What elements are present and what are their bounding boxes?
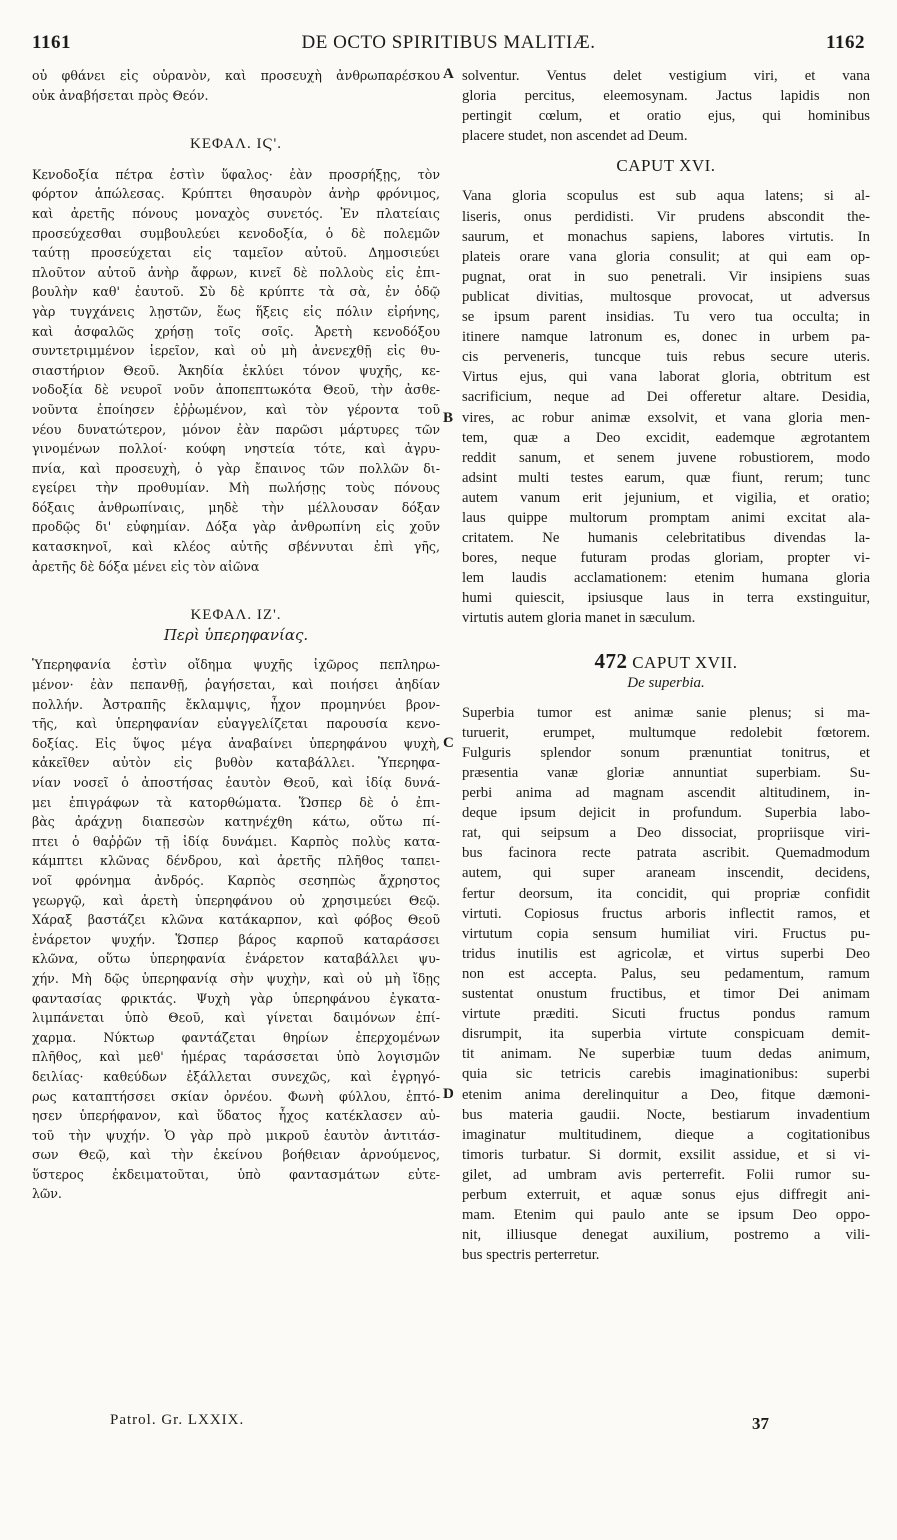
text-line: πνία, καὶ προσευχὴ, ὁ γὰρ ἔπαινος τῶν πολλῶν δι- bbox=[32, 460, 440, 476]
page-number-left: 1161 bbox=[32, 32, 71, 53]
text-line: non est accepta. Palus, seu pedamentum, ramum bbox=[462, 965, 870, 982]
text-line: bus facinora recte patrata ascribit. Quemadmodum bbox=[462, 845, 870, 862]
text-line: Ὑπερηφανία ἐστὶν οἴδημα ψυχῆς ἰχῶρος πεπληρω- bbox=[32, 657, 440, 673]
latin-column bbox=[462, 66, 870, 1520]
text-line: placere studet, non ascendet ad Deum. bbox=[462, 128, 688, 145]
margin-letter-c: C bbox=[443, 735, 454, 751]
latin-chapter-17-heading-row bbox=[462, 648, 870, 673]
text-line: tit animam. Ne superbiæ tuum dedas animum, bbox=[462, 1046, 870, 1063]
text-line: βὰς ἀράχνῃ διαπεσὼν κατηνέχθη κάτω, οὕτω πί- bbox=[32, 814, 440, 830]
running-title: DE OCTO SPIRITIBUS MALITIÆ. bbox=[301, 32, 596, 53]
text-line: πτει ὁ θαῤῥῶν τῇ ἰδίᾳ δυνάμει. Καρπὸς πολὺς κατα- bbox=[32, 833, 440, 849]
latin-top-text bbox=[462, 66, 870, 146]
text-line: Virtus ejus, qui vana laborat gloria, obtritum est bbox=[462, 369, 870, 386]
text-line: perbi anima ad magnam ascendit altitudinem, in- bbox=[462, 785, 870, 802]
latin-chapter-16-heading: CAPUT XVI. bbox=[616, 156, 716, 176]
text-line: δόξαις ἀνθρωπίναις, μηδὲ τὴν μέλλουσαν δόξαν bbox=[32, 499, 440, 515]
text-line: πλοῦτον αὐτοῦ ἀνὴρ ἄφρων, κινεῖ δὲ πολλοὺς εἰς ἐπι- bbox=[32, 264, 440, 280]
text-line: sacrificium, neque ad Dei offeretur altare. Desidia, bbox=[462, 389, 870, 406]
text-line: οὐ φθάνει εἰς οὐρανὸν, καὶ προσευχὴ ἀνθρωπαρέσκου bbox=[32, 68, 440, 83]
text-line: γεωργῷ, καὶ ἀρετὴ ὑπερηφάνου οὐ χρησιμεύει Θεῷ. bbox=[32, 892, 440, 908]
column-number: 472 bbox=[594, 648, 628, 673]
text-line: πολλήν. Ἀστραπῆς ἔκλαμψις, ἦχον προμηνύει βρον- bbox=[32, 696, 440, 712]
text-line: etenim anima derelinquitur a Deo, fitque dæmoni- bbox=[462, 1086, 870, 1103]
text-line: virtutis autem gloria manet in sæculum. bbox=[462, 610, 696, 627]
page-number-right: 1162 bbox=[826, 32, 865, 53]
text-line: λιμπάνεται ὑπὸ Θεοῦ, καὶ γίνεται δαιμόνων ἐπί- bbox=[32, 1010, 440, 1026]
text-line: νοῦντα ἐποίησεν ἐῤῥωμένον, καὶ τὸν γέροντα τοῦ bbox=[32, 401, 440, 417]
text-line: μει ἐπιγράφων τὰ κατορθώματα. Ὥσπερ δὲ ὁ ἐπι- bbox=[32, 794, 440, 810]
margin-letter-a: A bbox=[443, 66, 454, 82]
greek-chapter-17-subtitle: Περὶ ὑπερηφανίας. bbox=[163, 625, 309, 644]
text-line: virtuti. Copiosus fructus arboris inflectit ramos, et bbox=[462, 905, 870, 922]
margin-letter-b: B bbox=[443, 410, 454, 426]
latin-chapter-17-subtitle: De superbia. bbox=[627, 674, 705, 691]
text-line: εγείρει τὴν προθυμίαν. Μὴ πωλήσῃς τοὺς πόνους bbox=[32, 480, 440, 496]
text-line: publicat divitias, multosque provocat, ut adversus bbox=[462, 288, 870, 305]
text-line: Superbia tumor est animæ sanie plenus; si ma- bbox=[462, 704, 870, 721]
text-line: φόρτον ἀπώλεσας. Κρύπτει θησαυρὸν ἀνὴρ φρόνιμος, bbox=[32, 186, 440, 202]
text-line: disrumpit, ita superbia virtute conspicuam demit- bbox=[462, 1026, 870, 1043]
text-line: καὶ ἀσφαλῶς χρήσῃ τοῖς σοῖς. Ἀρετὴ κενοδόξου bbox=[32, 323, 440, 339]
greek-chapter-17-text bbox=[32, 655, 440, 1204]
text-line: quia sic tetricis carebis imaginationibus: superbi bbox=[462, 1066, 870, 1083]
text-line: ὕστερος ἐκδειματοῦται, ὑπὸ φαντασμάτων εὐτε- bbox=[32, 1166, 440, 1182]
text-line: νοῖ φρόνημα ἀνδρός. Καρπὸς σεσηπὼς ἄχρηστος bbox=[32, 872, 440, 888]
text-line: liseris, onus perdidisti. Vir prudens abscondit the- bbox=[462, 208, 870, 225]
text-line: ρως καταπτήσσει σκίαν ὀρνέου. Φωνὴ φύλλου, ἐπτό- bbox=[32, 1088, 440, 1104]
text-line: autem, qui super araneam inscendit, decidens, bbox=[462, 865, 870, 882]
text-line: σιαστήριον Θεοῦ. Ἀκηδία ἐκλύει τόνον ψυχῆς, κε- bbox=[32, 362, 440, 378]
text-line: turuerit, erumpet, multumque redolebit fœtorem. bbox=[462, 724, 870, 741]
text-line: bus spectris perterretur. bbox=[462, 1247, 600, 1264]
text-line: pertingit cœlum, et oratio ejus, qui hominibus bbox=[462, 108, 870, 125]
text-line: μένον· ἐὰν πεπανθῇ, ῥαγήσεται, καὶ ποιήσει ἀηδίαν bbox=[32, 677, 440, 693]
text-line: ἐνάρετον ψυχήν. Ὥσπερ βάρος καρποῦ καταράσσει bbox=[32, 931, 440, 947]
text-line: se ipsum parent insidias. Tu vero tua occulta; in bbox=[462, 309, 870, 326]
text-line: plateis orare vana gloria consulit; at qui eam op- bbox=[462, 248, 870, 265]
text-line: κατασκηνοῖ, καὶ κλέος αὐτῆς σβέννυται ἐπὶ γῆς, bbox=[32, 539, 440, 555]
text-line: Vana gloria scopulus est sub aqua latens; si al- bbox=[462, 188, 870, 205]
text-line: δοξίας. Εἰς ὕψος μέγα ἀναβαίνει ὑπερηφάνου ψυχὴ, bbox=[32, 735, 440, 751]
text-line: gilet, ad umbram avis perterrefit. Folii rumor su- bbox=[462, 1166, 870, 1183]
text-line: rat, qui seipsum a Deo dissociat, propriisque viri- bbox=[462, 825, 870, 842]
text-line: cis perveneris, tuncque tuis rebus secure uteris. bbox=[462, 349, 870, 366]
text-line: Fulguris splendor sonum prænuntiat tonitrus, et bbox=[462, 744, 870, 761]
text-line: nit, illiusque denegat auxilium, postremo a vili- bbox=[462, 1227, 870, 1244]
text-line: solventur. Ventus delet vestigium viri, et vana bbox=[462, 68, 870, 84]
text-line: Χάραξ βαστάζει κλῶνα κατάκαρπον, καὶ φόβος Θεοῦ bbox=[32, 912, 440, 928]
text-line: lem laudis acclamationem: etenim humana gloria bbox=[462, 570, 870, 587]
greek-chapter-16-text bbox=[32, 165, 440, 576]
text-line: βουλὴν καθ' ἑαυτοῦ. Σὺ δὲ κρύπτε τὰ σὰ, ἐν ὁδῷ bbox=[32, 284, 440, 300]
text-line: gloria percitus, eleemosynam. Jactus lapidis non bbox=[462, 88, 870, 105]
text-line: ταύτῃ προσεύχεται εἰς ταμεῖον αὐτοῦ. Δημοσιεύει bbox=[32, 245, 440, 261]
text-line: virtutum copia sensum humiliat viri. Fructus pu- bbox=[462, 925, 870, 942]
text-line: saurum, et monachus sapiens, labores virtutis. In bbox=[462, 228, 870, 245]
text-line: itinere namque latronum es, donec in urbem pa- bbox=[462, 329, 870, 346]
text-line: virtute præditi. Sicuti fructus pondus ramum bbox=[462, 1006, 870, 1023]
text-line: προσεύχεσθαι συμβουλεύει κενοδοξία, ὁ δὲ πολεμῶν bbox=[32, 225, 440, 241]
latin-chapter-16-text bbox=[462, 186, 870, 628]
greek-chapter-17-heading: ΚΕΦΑΛ. ΙΖ'. bbox=[190, 607, 282, 624]
text-line: τῆς, καὶ ὑπερηφανίαν εὐαγγελίζεται παρουσία κενο- bbox=[32, 716, 440, 732]
text-line: imaginatur multitudinem, dieque a cogitationibus bbox=[462, 1126, 870, 1143]
text-line: χήν. Μὴ δῷς ὑπερηφανίᾳ σὴν ψυχὴν, καὶ οὐ μὴ ἴδῃς bbox=[32, 970, 440, 986]
text-line: fertur deorsum, ita concidit, qui propriæ confidit bbox=[462, 885, 870, 902]
text-line: reddit sanum, et senem juvene robustiorem, modo bbox=[462, 449, 870, 466]
margin-letter-d: D bbox=[443, 1086, 454, 1102]
text-line: οὐκ ἀναβήσεται πρὸς Θεόν. bbox=[32, 87, 209, 103]
text-line: vires, ac robur animæ exsolvit, et vana gloria men- bbox=[462, 409, 870, 426]
greek-top-text bbox=[32, 66, 440, 105]
text-line: sustentat onustum fructibus, et timor Dei animam bbox=[462, 986, 870, 1003]
text-line: κἀκεῖθεν αὐτὸν εἰς βυθὸν καταβάλλει. Ὑπερηφα- bbox=[32, 755, 440, 771]
text-line: δειλίας· καθεύδων ἐξάλλεται συνεχῶς, καὶ ἐγρηγό- bbox=[32, 1068, 440, 1084]
text-line: πλῆθος, καὶ μεθ' ἡμέρας ταράσσεται ὑπὸ λογισμῶν bbox=[32, 1049, 440, 1065]
text-line: ησεν ὑπερήφανον, καὶ ὕδατος ἦχος κατέκλασεν αὐ- bbox=[32, 1108, 440, 1124]
greek-chapter-16-heading: ΚΕΦΑΛ. ΙϚ'. bbox=[190, 136, 282, 153]
running-header bbox=[32, 32, 865, 58]
text-line: ἀρετῆς δὲ δόξα μένει εἰς τὸν αἰῶνα bbox=[32, 558, 260, 574]
text-line: νοδοξία δὲ νευροῖ νοῦν ἀποπεπτωκότα Θεοῦ, τὴν ἀσθε- bbox=[32, 382, 440, 398]
text-line: laus quippe multorum promptam animi excitat ala- bbox=[462, 509, 870, 526]
text-line: tridus inutilis est agricolæ, et virtus superbi Deo bbox=[462, 945, 870, 962]
text-line: bus materia gaudii. Nocte, bestiarum invadentium bbox=[462, 1106, 870, 1123]
text-line: humi quiescit, ipsiusque laus in terra exstinguitur, bbox=[462, 590, 870, 607]
latin-chapter-17-text bbox=[462, 703, 870, 1266]
text-line: καὶ ἀρετῆς πόνους μοναχὸς συνετός. Ἐν πλατείαις bbox=[32, 205, 440, 221]
footer-source: Patrol. Gr. LXXIX. bbox=[110, 1412, 245, 1428]
text-line: autem vanum erit jejunium, et vigilia, et oratio; bbox=[462, 489, 870, 506]
text-line: mam. Etenim qui paulo ante se ipsum Deo oppo- bbox=[462, 1207, 870, 1224]
text-line: perbum exterruit, et aquæ sonus ejus diffregit ani- bbox=[462, 1186, 870, 1203]
greek-column bbox=[32, 66, 440, 1520]
text-line: νίαν νοσεῖ ὁ ἀποστήσας ἑαυτὸν Θεοῦ, καὶ ἰδίᾳ δυνά- bbox=[32, 775, 440, 790]
text-line: præsentia vanæ gloriæ annuntiat superbiam. Su- bbox=[462, 765, 870, 781]
text-line: bores, neque futuram prodas gloriam, propter vi- bbox=[462, 550, 870, 567]
footer-signature: 37 bbox=[752, 1414, 769, 1433]
text-line: κλῶνα, οὕτω ὑπερηφανία ἐνάρετον καταβάλλει ψυ- bbox=[32, 951, 440, 967]
text-line: deque ipsum dejicit in profundum. Superbia labo- bbox=[462, 805, 870, 822]
text-line: σων Θεῷ, καὶ τὴν ἐκείνου βοήθειαν ἀρνούμενος, bbox=[32, 1147, 440, 1163]
text-line: tem, quæ a Deo excidit, eademque ægrotantem bbox=[462, 429, 870, 446]
text-line: προδῷς δι' εὐφημίαν. Δόξα γὰρ ἀνθρωπίνη εἰς χοῦν bbox=[32, 519, 440, 535]
text-line: συντετριμμένον ἱερεῖον, καὶ οὐ μὴ ἀνενεχθῇ εἰς θυ- bbox=[32, 343, 440, 359]
text-line: τοῦ τὴν ψυχήν. Ὁ γὰρ πρὸ μικροῦ ἑαυτὸν ἀντιτάσ- bbox=[32, 1127, 440, 1143]
text-line: λῶν. bbox=[32, 1186, 62, 1202]
text-line: νέου δυνατώτερον, μόνον ἐὰν παρῶσι μάρτυρες τῶν bbox=[32, 421, 440, 437]
text-line: χαρμα. Νύκτωρ φαντάζεται θηρίων ἐπερχομένων bbox=[32, 1029, 440, 1045]
text-line: pugnat, orat in suo penetrali. Vir insipiens suas bbox=[462, 268, 870, 285]
text-line: Κενοδοξία πέτρα ἐστὶν ὕφαλος· ἐὰν προσρήξῃς, τὸν bbox=[32, 166, 440, 182]
text-line: γὰρ τυγχάνεις λῃστῶν, ἕως ἥξεις εἰς πόλιν εἰρήνης, bbox=[32, 303, 440, 319]
text-line: φαντασίας φρικτάς. Ψυχὴ γὰρ ὑπερηφάνου ἐγκατα- bbox=[32, 990, 440, 1006]
text-line: γινομένων πολλοί· κούφη νηστεία τότε, καὶ ἀγρυ- bbox=[32, 441, 440, 457]
text-line: timoris turbatur. Si dormit, exsilit assidue, et si vi- bbox=[462, 1146, 870, 1163]
text-line: critatem. Ne humanis celebritatibus divendas la- bbox=[462, 530, 870, 547]
text-line: κάμπτει κλῶνας δένδρου, καὶ ἀρετῆς πλῆθος ταπει- bbox=[32, 853, 440, 869]
text-line: adsint multi testes earum, quæ fiunt, rerum; tunc bbox=[462, 469, 870, 486]
latin-chapter-17-heading: CAPUT XVII. bbox=[632, 652, 738, 672]
